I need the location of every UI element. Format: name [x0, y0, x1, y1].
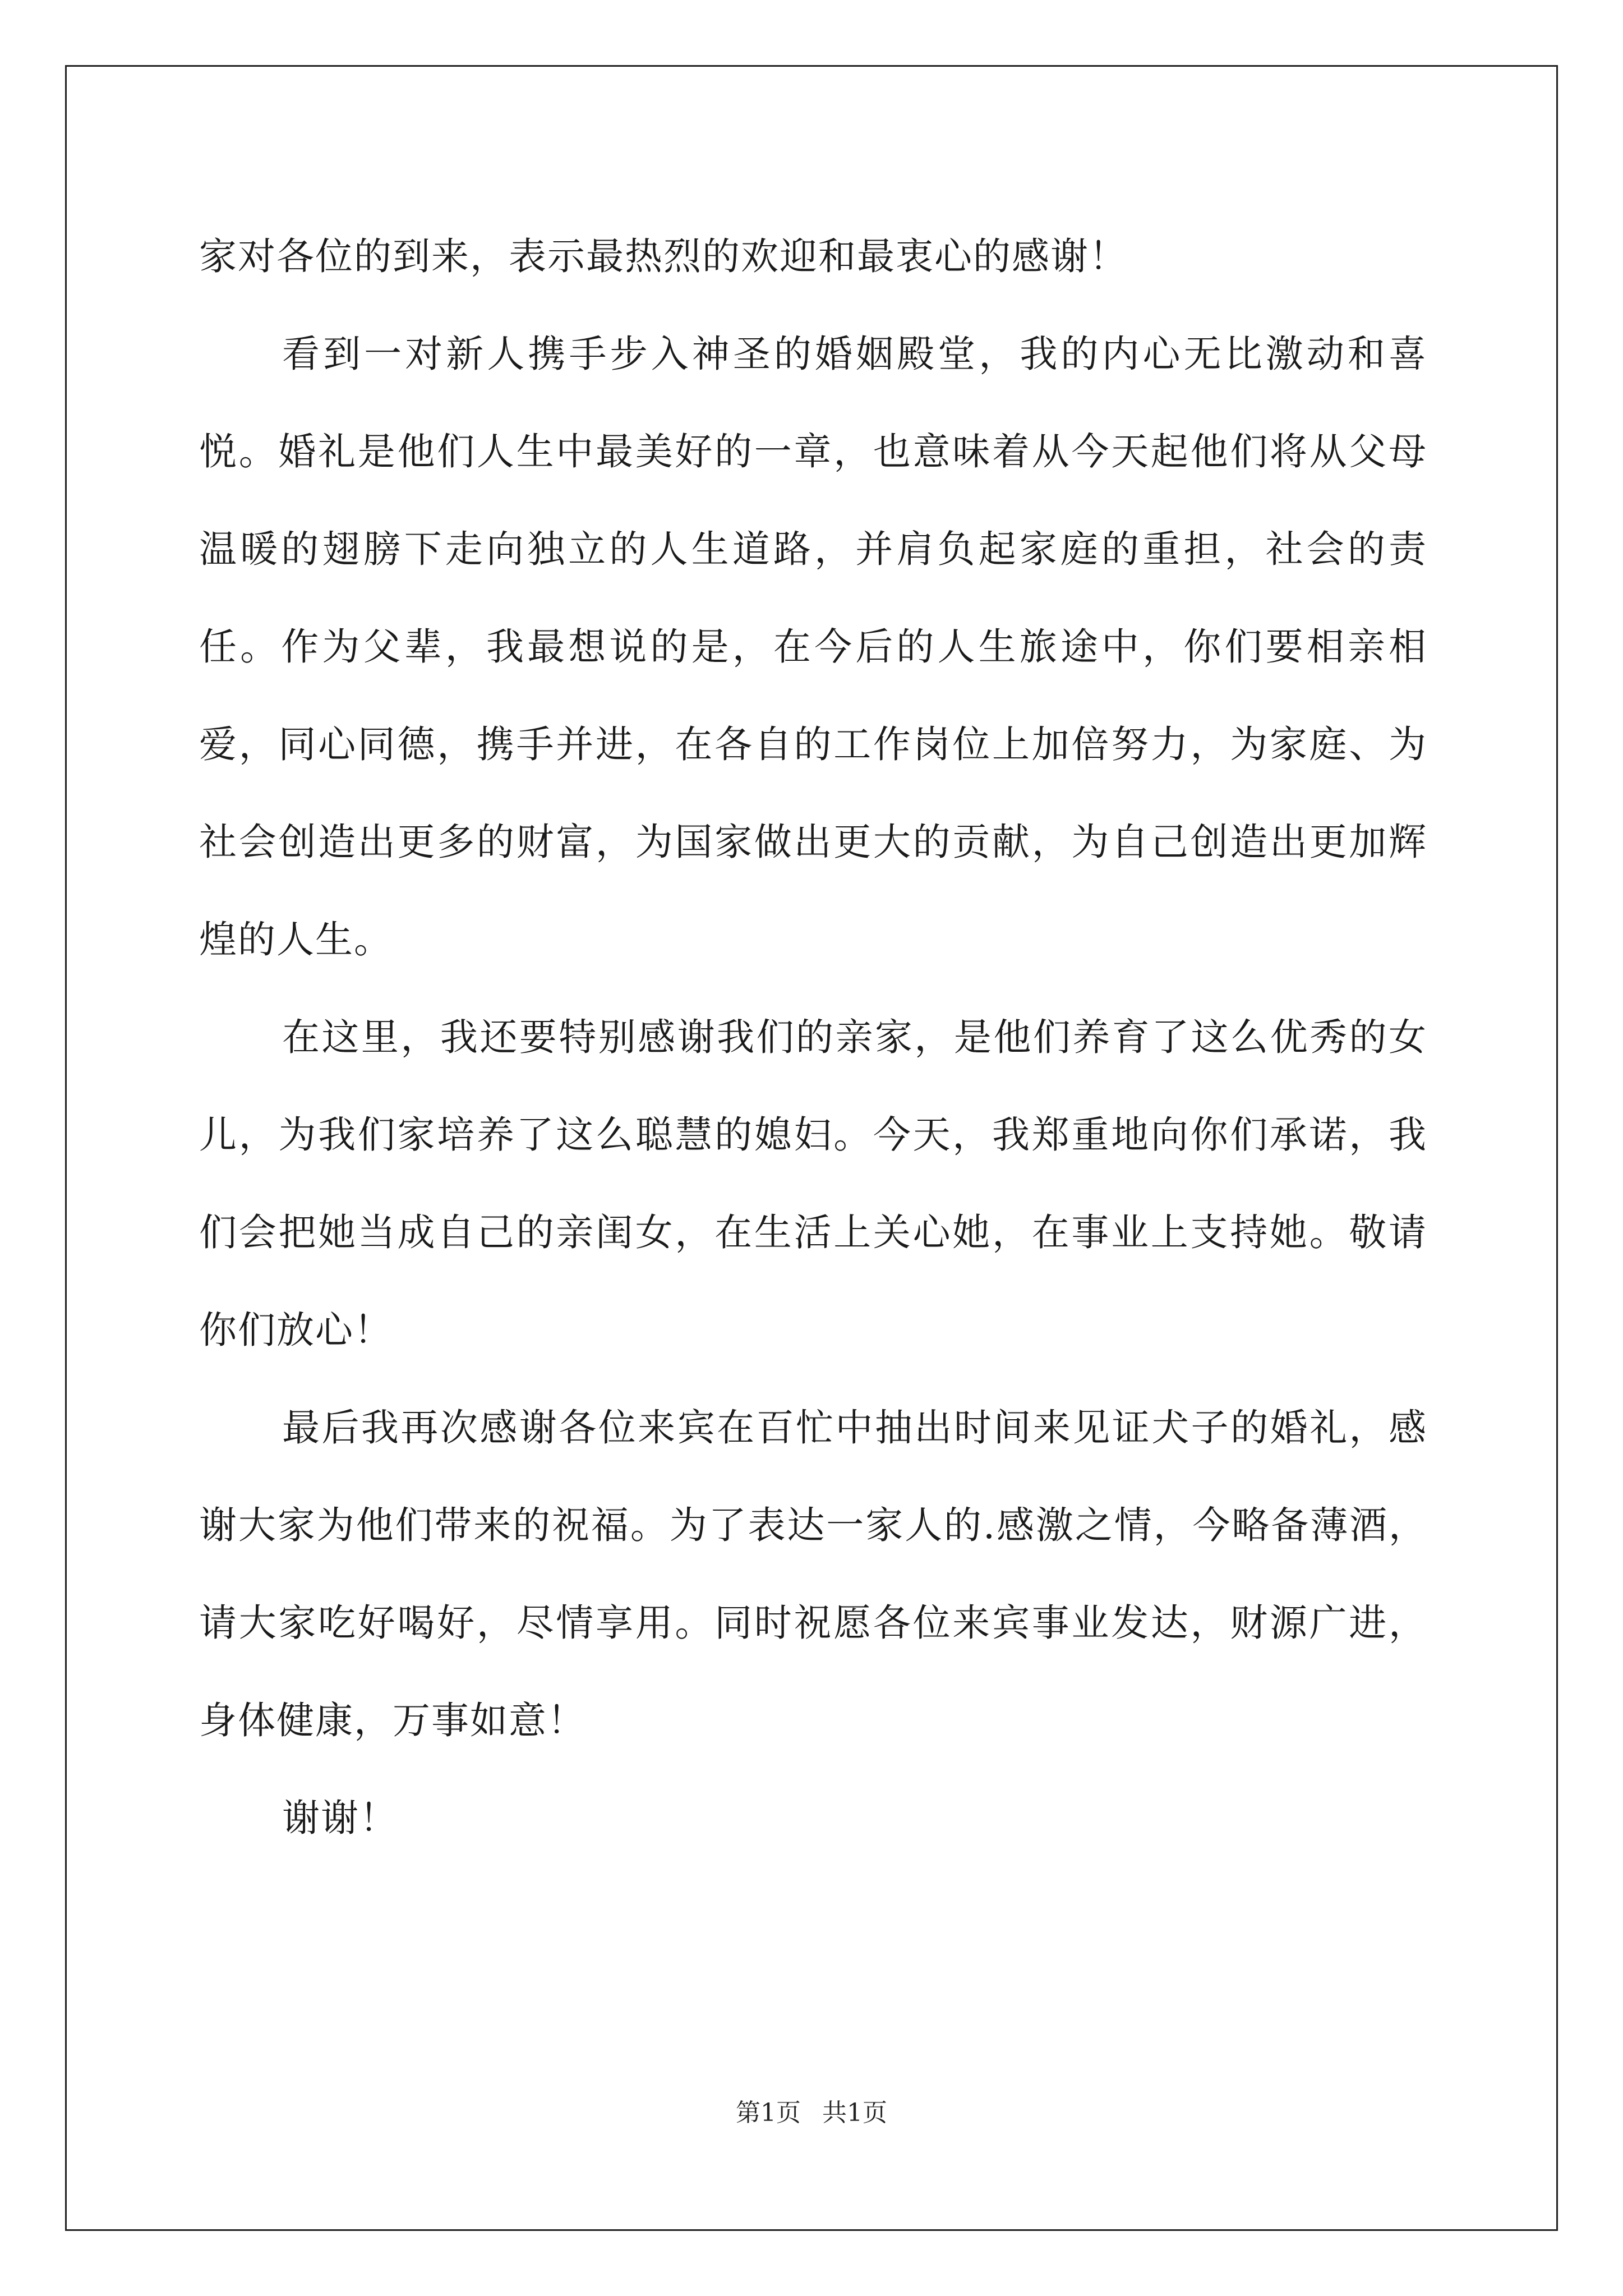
- page-number-current: 第1页: [736, 2099, 801, 2127]
- page-footer: [0, 2092, 1623, 2128]
- page-number-total: 共1页: [822, 2099, 887, 2127]
- paragraph-5: 谢谢！: [282, 1796, 398, 1840]
- paragraph-2: 看到一对新人携手步入神圣的婚姻殿堂，我的内心无比激动和喜悦。婚礼是他们人生中最美好的一章，也意味着从今天起他们将从父母温暖的翅膀下走向独立的人生道路，并肩负起家庭的重担，社会的责任。作为父辈，我最想说的是，在今后的人生旅途中，你们要相亲相爱，同心同德，携手并进，在各自的工作岗位上加倍努力，为家庭、为社会创造出更多的财富，为国家做出更大的贡献，为自己创造出更加辉煌的人生。: [199, 332, 1427, 961]
- paragraph-4: 最后我再次感谢各位来宾在百忙中抽出时间来见证犬子的婚礼，感谢大家为他们带来的祝福。为了表达一家人的.感激之情，今略备薄酒，请大家吃好喝好，尽情享用。同时祝愿各位来宾事业发达，财源广进，身体健康，万事如意！: [199, 1406, 1427, 1742]
- document-body: [199, 208, 1427, 1867]
- paragraph-3: 在这里，我还要特别感谢我们的亲家，是他们养育了这么优秀的女儿，为我们家培养了这么聪慧的媳妇。今天，我郑重地向你们承诺，我们会把她当成自己的亲闺女，在生活上关心她，在事业上支持她。敬请你们放心！: [199, 1015, 1427, 1352]
- paragraph-1: 家对各位的到来，表示最热烈的欢迎和最衷心的感谢！: [199, 234, 1128, 278]
